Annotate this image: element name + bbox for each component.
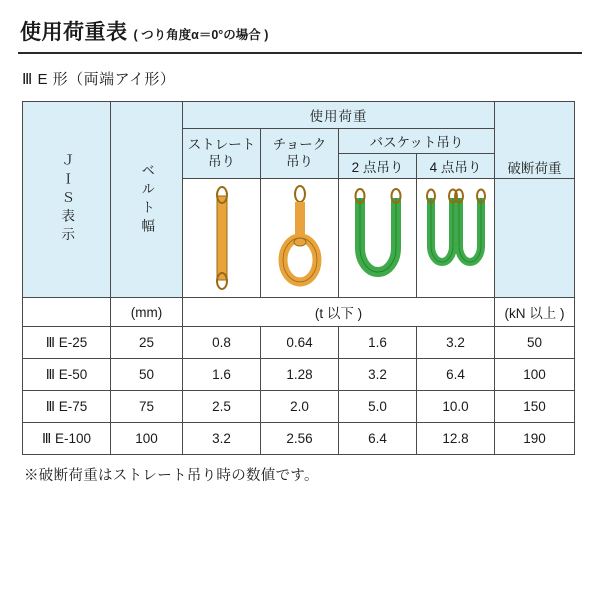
cell-breaking-load: 190 xyxy=(495,423,575,455)
cell-basket-4point: 10.0 xyxy=(417,391,495,423)
cell-basket-4point: 12.8 xyxy=(417,423,495,455)
cell-belt-width: 50 xyxy=(111,359,183,391)
table-header-row-1 xyxy=(23,102,575,129)
cell-belt-width: 75 xyxy=(111,391,183,423)
cell-belt-width: 100 xyxy=(111,423,183,455)
cell-jis: Ⅲ E-50 xyxy=(23,359,111,391)
pictogram-basket-2point xyxy=(339,179,417,298)
basket-4point-icon xyxy=(421,184,491,292)
table-row xyxy=(23,391,575,423)
cell-basket-2point: 3.2 xyxy=(339,359,417,391)
page-title-sub: ( つり角度α＝0°の場合 ) xyxy=(133,28,269,42)
table-row xyxy=(23,423,575,455)
cell-basket-2point: 1.6 xyxy=(339,327,417,359)
choke-sling-icon xyxy=(269,184,331,292)
cell-breaking-load: 50 xyxy=(495,327,575,359)
header-belt-width-text: ベルト幅 xyxy=(139,162,155,237)
pictogram-straight-sling xyxy=(183,179,261,298)
cell-straight: 0.8 xyxy=(183,327,261,359)
unit-belt-width: (mm) xyxy=(111,298,183,327)
header-basket-4point: 4 点吊り xyxy=(417,154,495,179)
cell-basket-4point: 6.4 xyxy=(417,359,495,391)
pictogram-basket-4point xyxy=(417,179,495,298)
header-jis-label xyxy=(23,102,111,298)
header-basket-sling: バスケット吊り xyxy=(339,129,495,154)
header-breaking-load xyxy=(495,102,575,179)
header-breaking-load-spacer xyxy=(495,179,575,298)
basket-2point-icon xyxy=(346,184,410,292)
header-choke-line1: チョーク xyxy=(272,136,327,152)
cell-choke: 2.56 xyxy=(261,423,339,455)
cell-breaking-load: 150 xyxy=(495,391,575,423)
pictogram-choke-sling xyxy=(261,179,339,298)
header-straight-line2: 吊り xyxy=(208,153,235,169)
table-units-row xyxy=(23,298,575,327)
header-choke-line2: 吊り xyxy=(286,153,313,169)
title-divider xyxy=(18,52,582,54)
cell-straight: 2.5 xyxy=(183,391,261,423)
table-subtitle: Ⅲ E 形（両端アイ形） xyxy=(22,71,176,88)
cell-breaking-load: 100 xyxy=(495,359,575,391)
page-title xyxy=(16,16,584,46)
cell-choke: 1.28 xyxy=(261,359,339,391)
unit-jis xyxy=(23,298,111,327)
cell-jis: Ⅲ E-25 xyxy=(23,327,111,359)
straight-sling-icon xyxy=(194,184,250,292)
page-title-main: 使用荷重表 xyxy=(20,21,128,44)
header-basket-2point: 2 点吊り xyxy=(339,154,417,179)
cell-belt-width: 25 xyxy=(111,327,183,359)
cell-basket-2point: 6.4 xyxy=(339,423,417,455)
header-straight-line1: ストレート xyxy=(187,136,256,152)
cell-jis: Ⅲ E-100 xyxy=(23,423,111,455)
cell-straight: 1.6 xyxy=(183,359,261,391)
header-belt-width xyxy=(111,102,183,298)
usage-load-table xyxy=(22,101,575,455)
cell-basket-2point: 5.0 xyxy=(339,391,417,423)
cell-jis: Ⅲ E-75 xyxy=(23,391,111,423)
header-choke-sling xyxy=(261,129,339,179)
table-row xyxy=(23,327,575,359)
header-jis-label-text: ＪＩＳ表示 xyxy=(59,153,75,246)
unit-usage-load: (t 以下 ) xyxy=(183,298,495,327)
header-breaking-load-text: 破断荷重 xyxy=(507,160,562,176)
cell-basket-4point: 3.2 xyxy=(417,327,495,359)
unit-breaking-load: (kN 以上 ) xyxy=(495,298,575,327)
footnote: ※破断荷重はストレート吊り時の数値です。 xyxy=(24,468,319,484)
cell-choke: 2.0 xyxy=(261,391,339,423)
header-usage-load: 使用荷重 xyxy=(183,102,495,129)
cell-straight: 3.2 xyxy=(183,423,261,455)
header-straight-sling xyxy=(183,129,261,179)
table-row xyxy=(23,359,575,391)
cell-choke: 0.64 xyxy=(261,327,339,359)
